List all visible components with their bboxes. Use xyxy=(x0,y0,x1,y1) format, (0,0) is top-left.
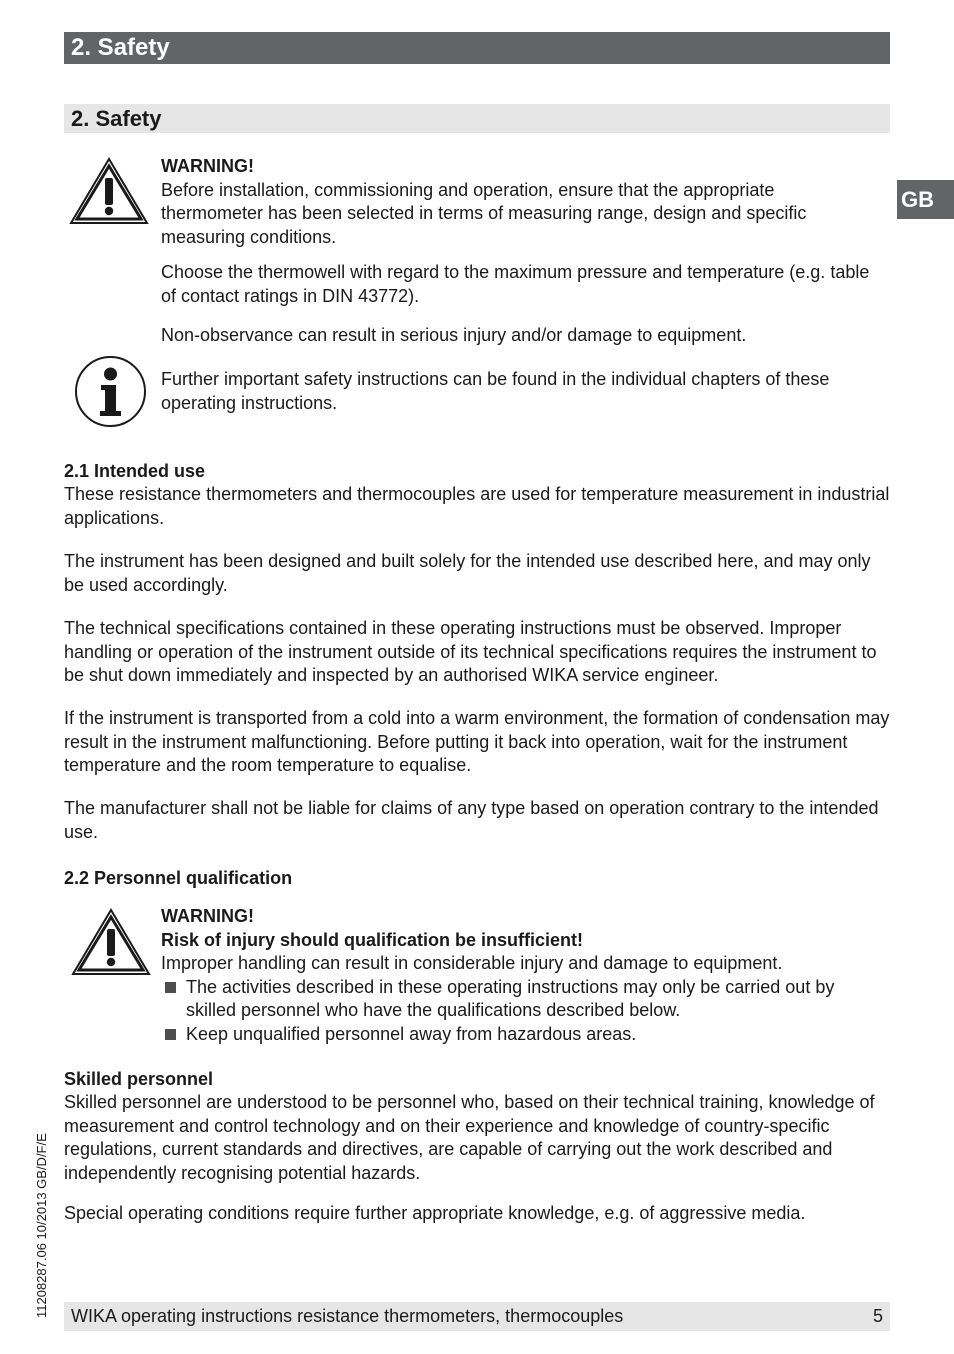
square-bullet-icon xyxy=(165,982,176,993)
list-item xyxy=(161,976,886,1023)
list-item-text: The activities described in these operating instructions may only be carried out by skilled personnel who have the qualifications described below. xyxy=(186,976,835,1020)
warning-text: Before installation, commissioning and operation, ensure that the appropriate thermometer has been selected in terms of measuring range, design and specific measuring conditions. xyxy=(161,179,807,247)
warning-bullet-list xyxy=(161,976,886,1047)
square-bullet-icon xyxy=(165,1029,176,1040)
warning-block-2 xyxy=(161,905,886,1046)
warning-title: WARNING! xyxy=(161,156,254,176)
paragraph: The manufacturer shall not be liable for claims of any type based on operation contrary to the intended use. xyxy=(64,798,879,842)
warning-triangle-icon xyxy=(70,907,152,977)
list-item xyxy=(161,1023,886,1047)
warning-block-1 xyxy=(161,155,881,249)
warning-subtitle: Risk of injury should qualification be insufficient! xyxy=(161,929,584,950)
intended-use-heading: 2.1 Intended use xyxy=(64,461,206,481)
page-number: 5 xyxy=(872,1306,883,1326)
chapter-header-bar xyxy=(64,32,890,64)
footer-text: WIKA operating instructions resistance thermometers, thermocouples xyxy=(71,1306,624,1326)
info-icon xyxy=(74,355,147,428)
warning-triangle-icon xyxy=(68,156,150,226)
personnel-heading: 2.2 Personnel qualification xyxy=(64,868,293,888)
document-code: 11208287.06 10/2013 GB/D/F/E xyxy=(34,1133,49,1318)
warning-text: Improper handling can result in considerable injury and damage to equipment. xyxy=(161,953,783,973)
section-title-bar xyxy=(64,104,890,133)
paragraph: Special operating conditions require further appropriate knowledge, e.g. of aggressive media. xyxy=(64,1203,806,1223)
thermowell-note: Choose the thermowell with regard to the maximum pressure and temperature (e.g. table of contact ratings in DIN 43772). xyxy=(161,262,870,306)
paragraph: The technical specifications contained in these operating instructions must be observed. Improper handling or operation of the instrument outside of its technical specifications requires the instrument to be shut down immediately and inspected by an authorised WIKA service engineer. xyxy=(64,618,877,685)
paragraph: If the instrument is transported from a cold into a warm environment, the formation of condensation may result in the instrument malfunctioning. Before putting it back into operation, wait for the instrument temperature and the room temperature to equalise. xyxy=(64,708,890,775)
section-title: 2. Safety xyxy=(71,106,162,131)
chapter-title: 2. Safety xyxy=(71,34,170,61)
page-footer xyxy=(64,1302,890,1331)
warning-title: WARNING! xyxy=(161,906,254,926)
paragraph: The instrument has been designed and built solely for the intended use described here, and may only be used accordingly. xyxy=(64,551,871,595)
list-item-text: Keep unqualified personnel away from hazardous areas. xyxy=(186,1023,637,1044)
info-text: Further important safety instructions can be found in the individual chapters of these operating instructions. xyxy=(161,369,830,413)
non-observance-note: Non-observance can result in serious injury and/or damage to equipment. xyxy=(161,325,747,345)
paragraph: These resistance thermometers and thermocouples are used for temperature measurement in industrial applications. xyxy=(64,484,890,528)
skilled-personnel-heading: Skilled personnel xyxy=(64,1069,214,1089)
language-label: GB xyxy=(901,187,934,212)
paragraph: Skilled personnel are understood to be personnel who, based on their technical training, knowledge of measurement and control technology and on their experience and knowledge of country-specific regulations, current standards and directives, are capable of carrying out the work described and independently recognising potential hazards. xyxy=(64,1092,875,1183)
language-tab xyxy=(897,180,954,219)
